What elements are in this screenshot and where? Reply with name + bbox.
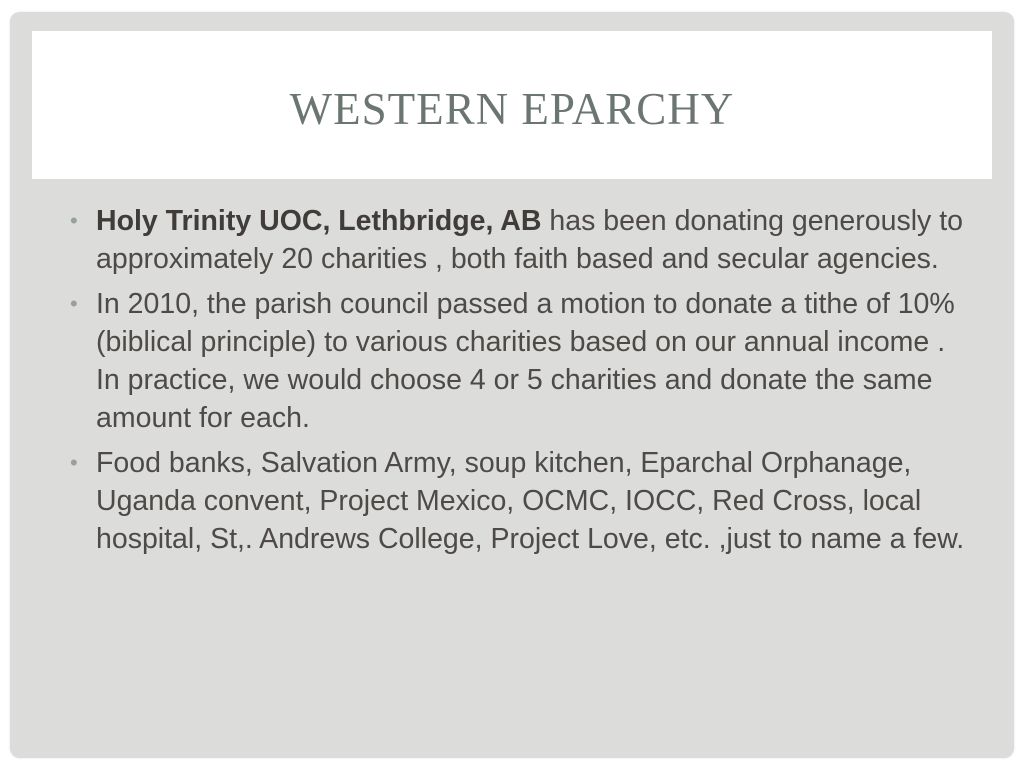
slide-title: WESTERN EPARCHY	[289, 84, 735, 134]
bullet-item	[66, 202, 966, 278]
title-box	[32, 31, 992, 179]
bullet-icon: •	[70, 291, 78, 316]
slide	[10, 12, 1014, 758]
bullet-text: In 2010, the parish council passed a motion to donate a tithe of 10% (biblical principle) to various charities based on our annual income . In practice, we would choose 4 or 5 charities and donate the same amount for each.	[96, 288, 955, 434]
bullet-text: Food banks, Salvation Army, soup kitchen, Eparchal Orphanage, Uganda convent, Project Mexico, OCMC, IOCC, Red Cross, local hospital, St,. Andrews College, Project Love, etc. ,just to name a few.	[96, 447, 965, 555]
bullet-text: has been donating generously to approximately 20 charities , both faith based and secular agencies.	[96, 205, 963, 275]
bullet-list	[66, 202, 966, 565]
bullet-icon: •	[70, 450, 78, 475]
bullet-item	[66, 285, 966, 437]
bullet-item	[66, 444, 966, 558]
bullet-bold-text: Holy Trinity UOC, Lethbridge, AB	[96, 205, 542, 237]
bullet-icon: •	[70, 208, 78, 233]
